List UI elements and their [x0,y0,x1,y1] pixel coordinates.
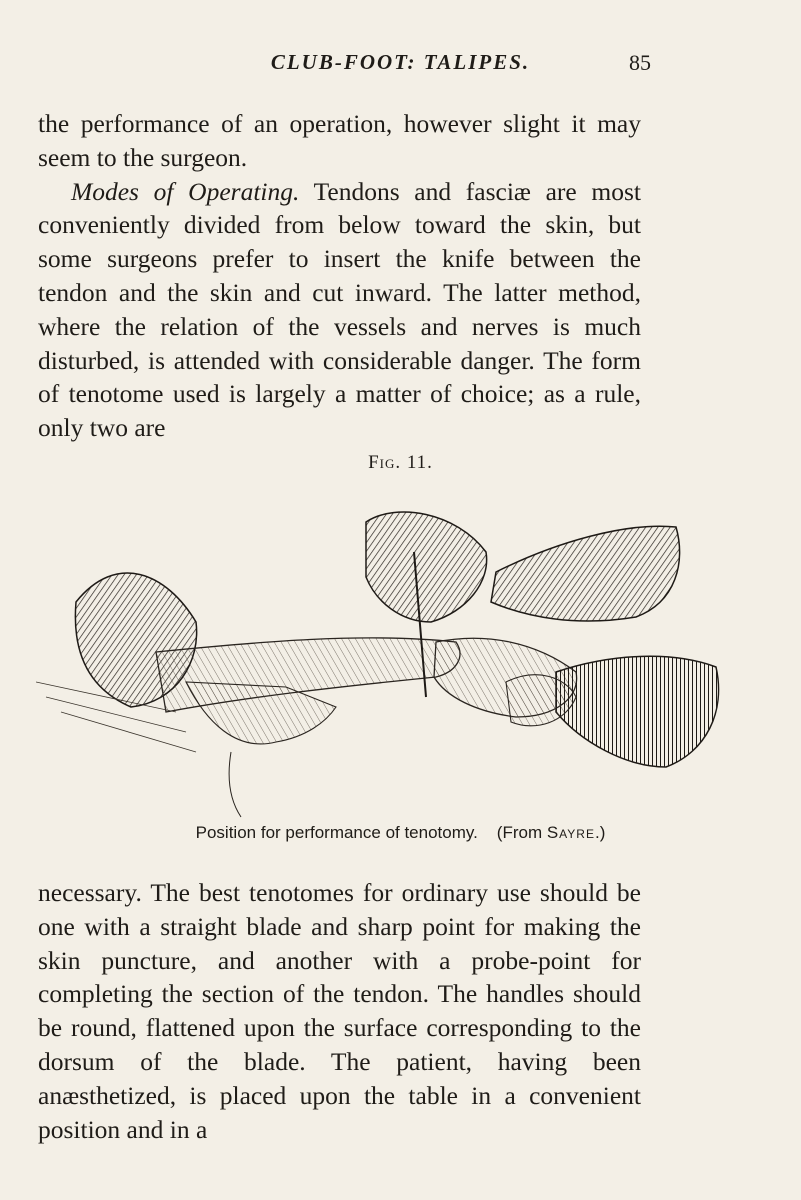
tenotomy-engraving-svg [36,482,772,822]
caption-source-suffix: .) [594,823,606,842]
paragraph-top [38,107,641,445]
running-head: CLUB-FOOT: TALIPES. [270,50,531,74]
paragraph-continuation: the performance of an operation, however slight it may seem to the surgeon. [38,109,641,172]
modes-paragraph-body: Tendons and fasciæ are most conveniently divided from below toward the skin, but some surgeons prefer to insert the knife between the tendon and the skin and cut inward. The latter method, where the relation of the vessels and nerves is much disturbed, is attended with considerable danger. The form of tenotome used is largely a matter of choice; as a rule, only two are [38,176,641,443]
page-header [0,50,801,80]
caption-main: Position for performance of tenotomy. [195,823,478,842]
section-heading: Modes of Operating. [71,176,300,206]
caption-source-name: Sayre [546,823,595,842]
tenotomes-paragraph: necessary. The best tenotomes for ordinary use should be one with a straight blade and sharp point for making the skin puncture, and another with a probe-point for completing the section of the tendon. The handles should be round, flattened upon the surface corresponding to the dorsum of the blade. The patient, having been anæsthetized, is placed upon the table in a convenient position and in a [38,878,641,1144]
figure-label: Fig. 11. [368,452,433,473]
tenotomy-illustration [36,482,772,822]
modes-paragraph [38,175,641,445]
figure-caption [0,823,801,843]
paragraph-bottom [38,876,641,1146]
page-number: 85 [629,50,651,75]
caption-source-prefix: (From [496,823,547,842]
